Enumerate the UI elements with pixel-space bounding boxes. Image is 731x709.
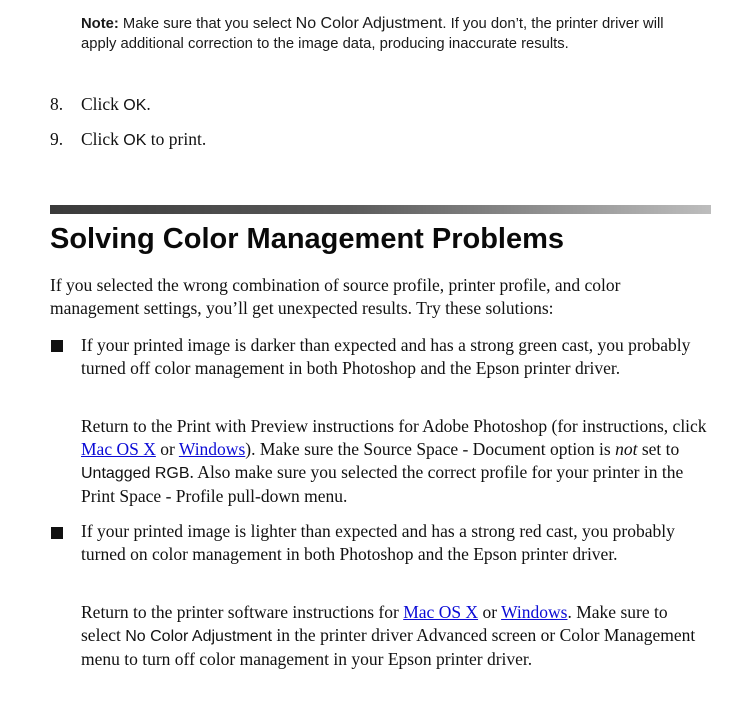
- step-text-end: to print.: [146, 129, 207, 149]
- fix-text: Return to the printer software instructions for: [81, 602, 404, 622]
- solution-light-red: [81, 601, 711, 671]
- mac-os-x-link[interactable]: Mac OS X: [403, 602, 479, 622]
- fix-text: . Make sure to select: [81, 602, 668, 645]
- fix-text: Return to the Print with Preview instructions for Adobe Photoshop (for instructions, click: [81, 416, 707, 436]
- note-label: Note:: [81, 16, 119, 32]
- windows-link[interactable]: Windows: [501, 602, 568, 622]
- ok-button-ref: OK: [123, 97, 147, 114]
- note-block: [81, 14, 691, 54]
- problem-light-red: If your printed image is lighter than expected and has a strong red cast, you probably turned on color management in both Photoshop and the Epson printer driver.: [81, 521, 675, 564]
- untagged-rgb-setting: Untagged RGB: [81, 465, 190, 482]
- step-number: 8.: [50, 94, 64, 114]
- fix-text: set to: [637, 439, 680, 459]
- fix-text: ). Make sure the Source Space - Document option is: [245, 439, 616, 459]
- section-intro: If you selected the wrong combination of source profile, printer profile, and color management settings, you’ll get unexpected results. Try these solutions:: [50, 275, 621, 318]
- step-8: [50, 93, 151, 117]
- no-color-adjustment-setting: No Color Adjustment: [125, 628, 272, 645]
- note-text-2: . If you don’t, the printer driver will apply additional correction to the image data, producing inaccurate results.: [81, 16, 664, 52]
- solution-dark-green: [81, 415, 711, 508]
- bullet-square-icon: [51, 340, 63, 352]
- bullet-square-icon: [51, 527, 63, 539]
- section-divider: [50, 205, 711, 214]
- step-number: 9.: [50, 129, 64, 149]
- fix-text: or: [155, 439, 179, 459]
- step-text: Click: [81, 129, 124, 149]
- windows-link[interactable]: Windows: [178, 439, 246, 459]
- step-text: Click: [81, 94, 124, 114]
- mac-os-x-link[interactable]: Mac OS X: [81, 439, 156, 459]
- note-setting: No Color Adjustment: [295, 15, 443, 32]
- section-heading: Solving Color Management Problems: [50, 223, 565, 255]
- step-9: [50, 128, 206, 152]
- fix-text: in the printer driver Advanced screen or Color Management menu to turn off color management in your Epson printer driver.: [81, 625, 696, 669]
- problem-dark-green: If your printed image is darker than expected and has a strong green cast, you probably turned off color management in both Photoshop and the Epson printer driver.: [81, 335, 691, 378]
- fix-text: . Also make sure you selected the correct profile for your printer in the Print Space - Profile pull-down menu.: [81, 462, 684, 506]
- fix-emphasis: not: [615, 439, 638, 459]
- ok-button-ref: OK: [123, 132, 147, 149]
- step-text-end: .: [146, 94, 151, 114]
- fix-text: or: [478, 602, 502, 622]
- note-text: Make sure that you select: [118, 16, 296, 32]
